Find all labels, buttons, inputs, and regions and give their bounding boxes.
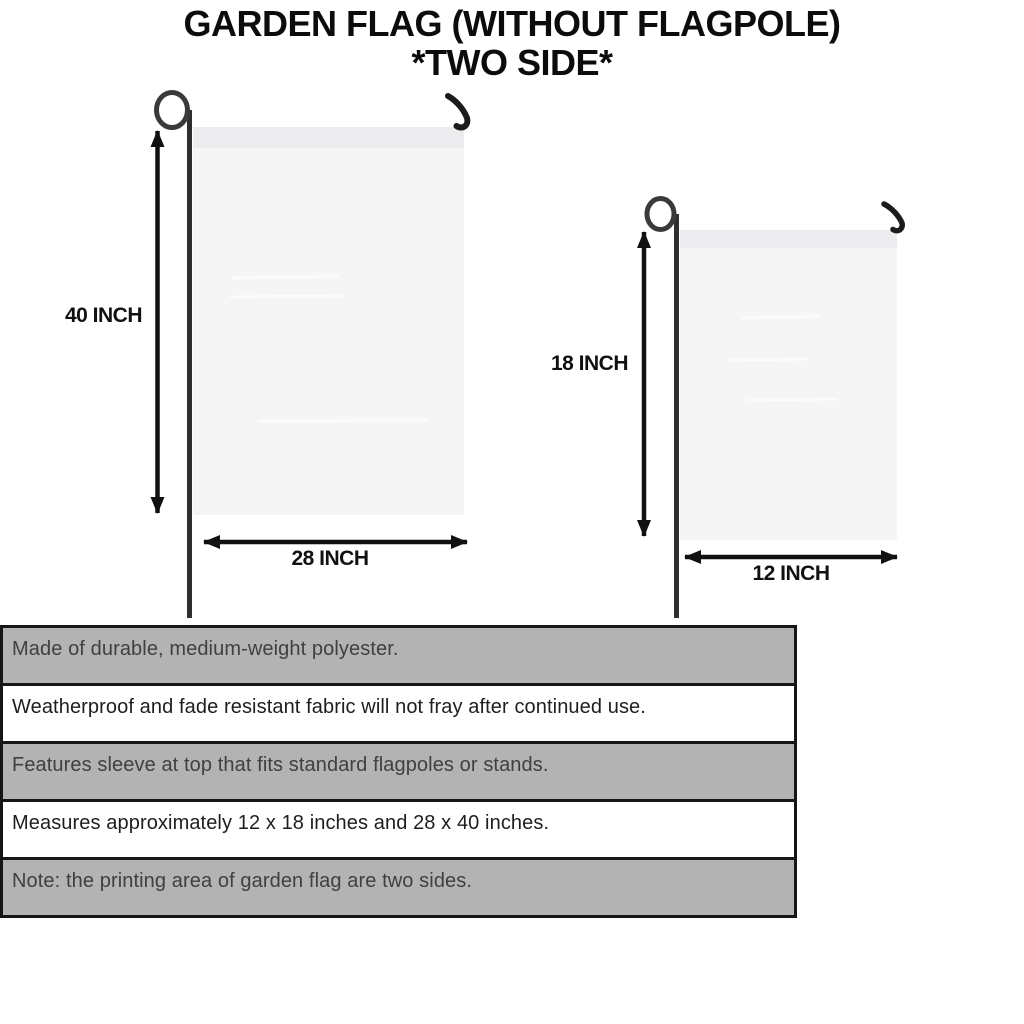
small-flag-width-label: 12 INCH [752,562,830,585]
large-flag-group [157,93,468,619]
small-flag-pole-loop-icon [647,199,674,230]
large-flag-pole-loop-icon [157,93,188,128]
page-title: GARDEN FLAG (WITHOUT FLAGPOLE) [183,3,841,44]
feature-row-material: Made of durable, medium-weight polyester. [3,628,794,686]
feature-row-weatherproof: Weatherproof and fade resistant fabric will not fray after continued use. [3,686,794,744]
small-flag-group [644,199,902,619]
feature-table [0,625,797,918]
large-flag-width-label: 28 INCH [291,547,369,570]
large-flag-canvas [193,127,464,515]
large-flag-hook-icon [448,96,467,127]
feature-row-note: Note: the printing area of garden flag are two sides. [3,860,794,915]
large-flag-sleeve [193,127,464,148]
large-flag-height-label: 40 INCH [64,304,142,327]
small-flag-sleeve [680,230,897,248]
small-flag-canvas [680,230,897,540]
feature-row-sleeve: Features sleeve at top that fits standard flagpoles or stands. [3,744,794,802]
small-flag-height-label: 18 INCH [550,352,628,375]
page-subtitle: *TWO SIDE* [411,42,613,83]
feature-row-measurements: Measures approximately 12 x 18 inches and 28 x 40 inches. [3,802,794,860]
small-flag-hook-icon [884,204,902,231]
